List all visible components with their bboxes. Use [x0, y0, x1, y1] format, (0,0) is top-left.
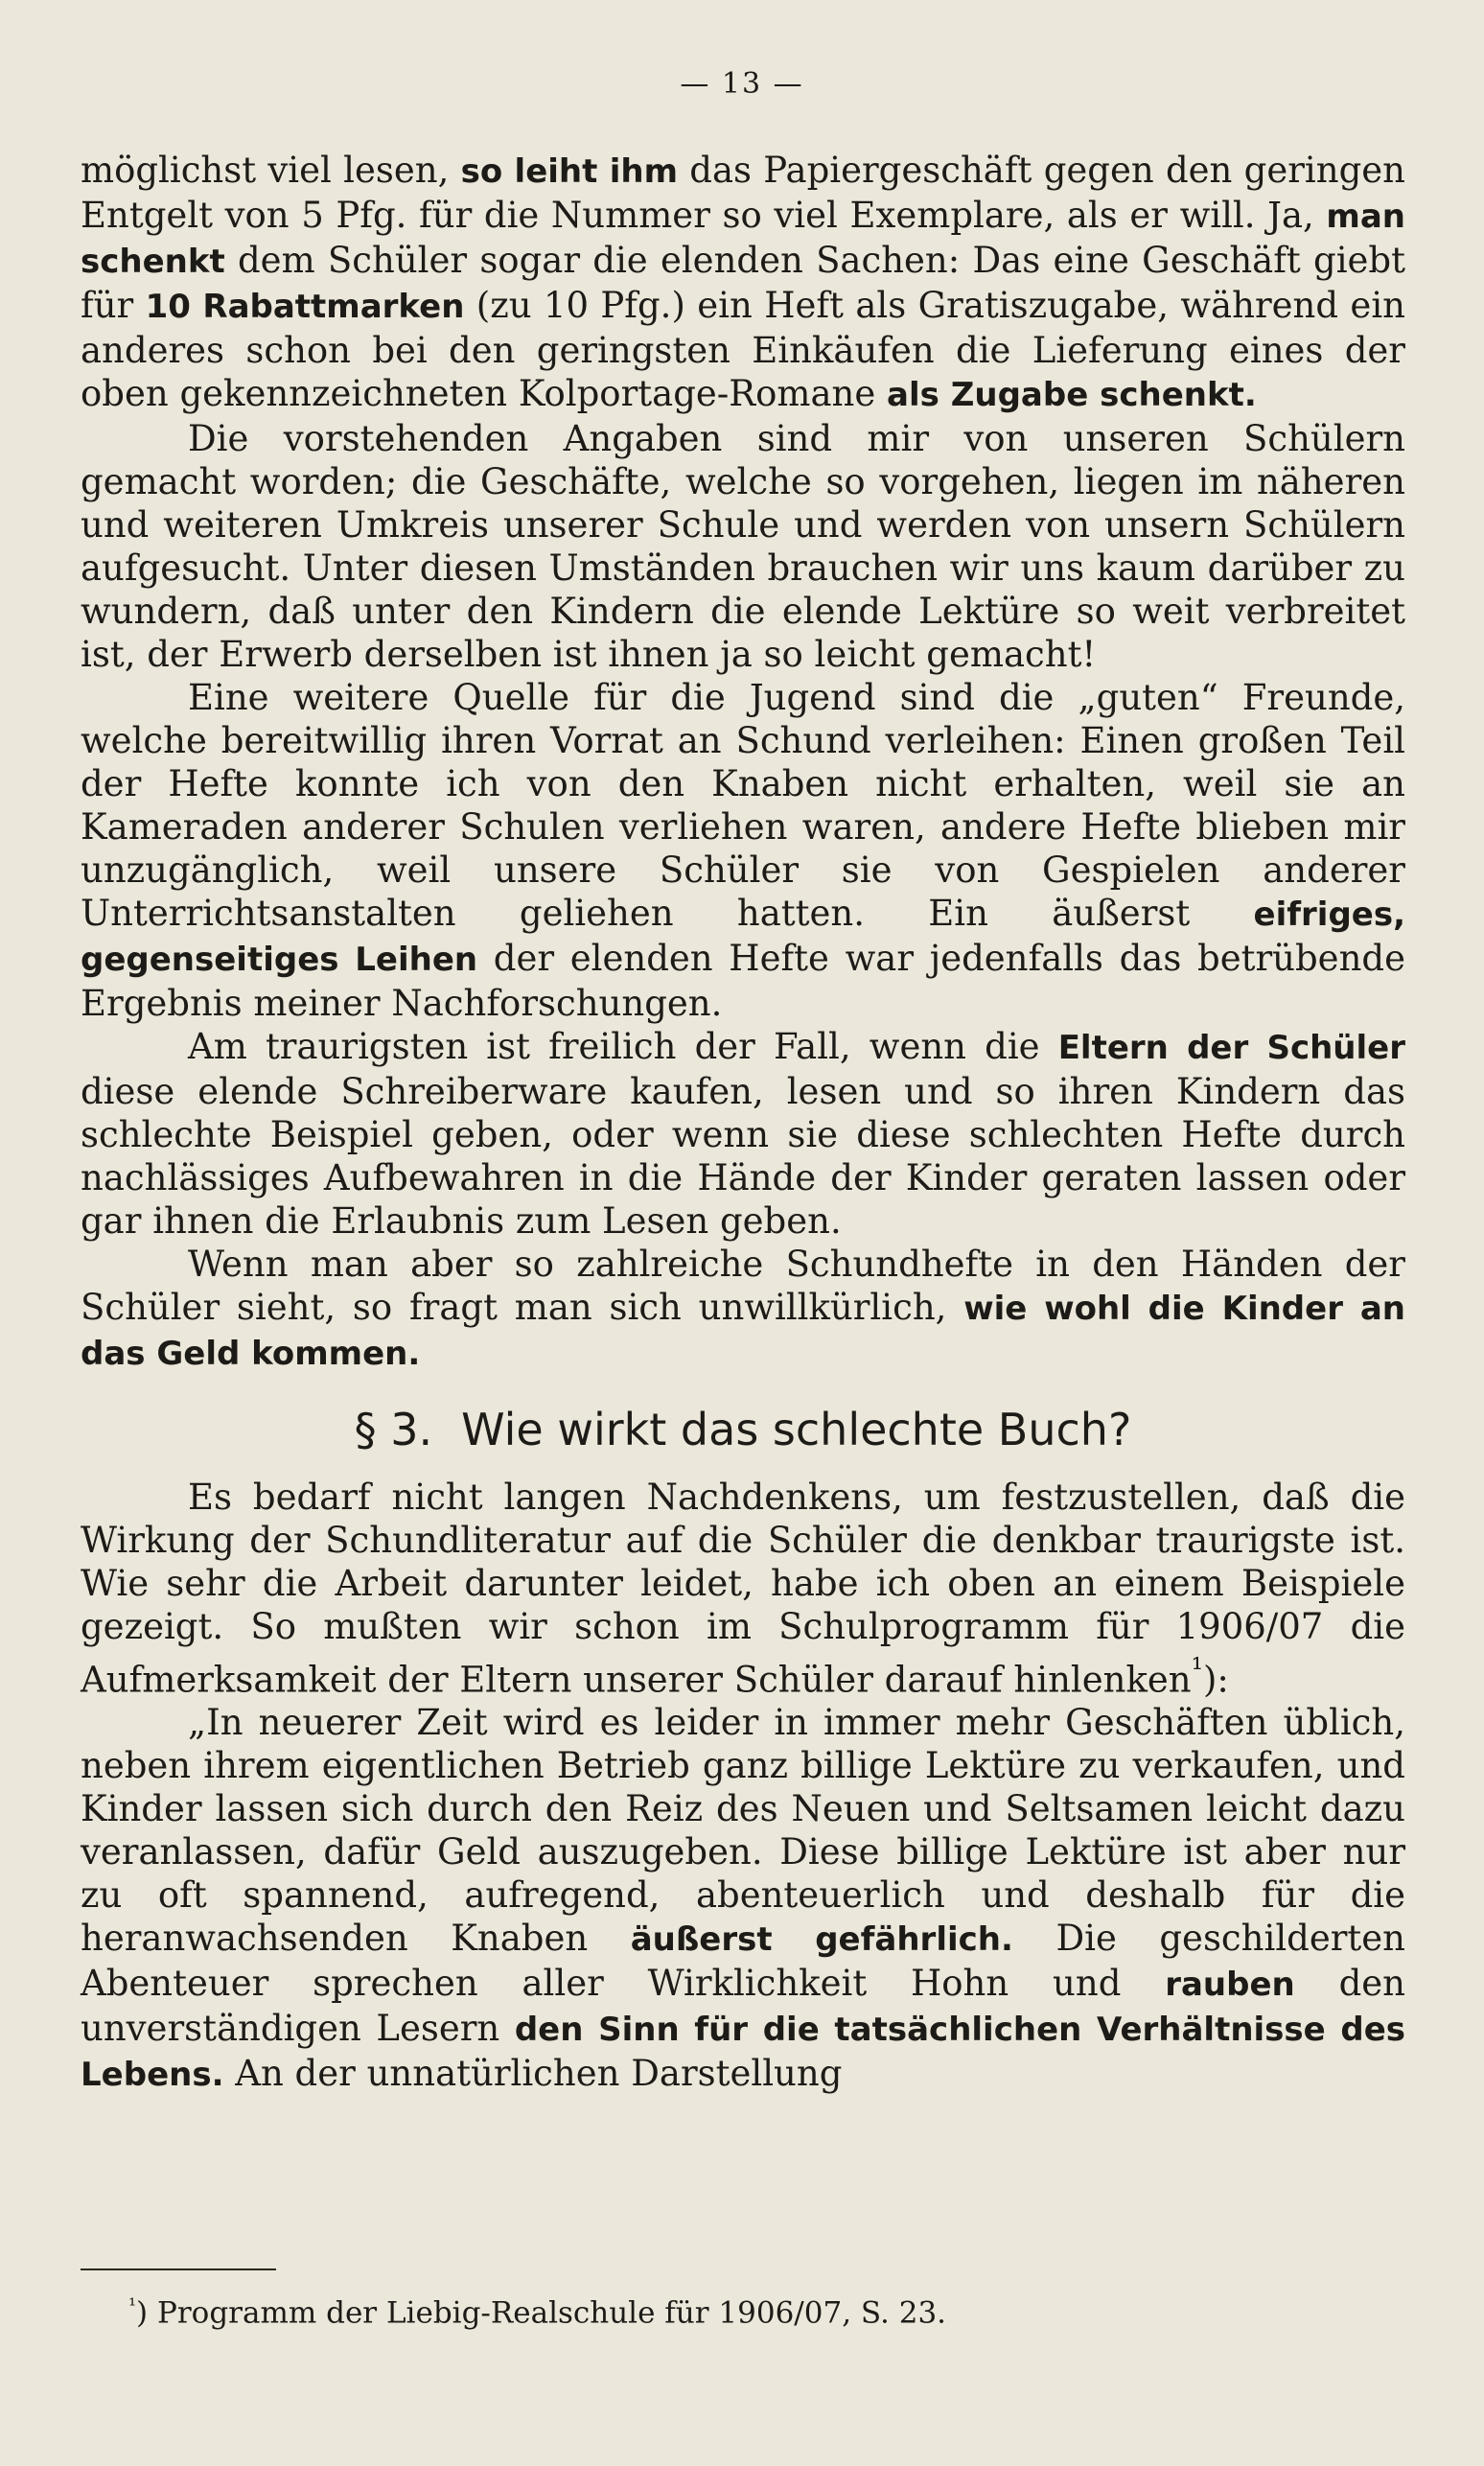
bold-text-run: wie wohl die Kinder an das Geld kommen. [81, 1290, 1405, 1373]
page-number: — 13 — [680, 67, 804, 101]
section-number: § 3. [354, 1404, 433, 1455]
text-run: Die geschilderten Abenteuer sprechen aller Wirklichkeit Hohn und [81, 1918, 1406, 2005]
paragraph [81, 1701, 1405, 2097]
paragraph [81, 1476, 1405, 1701]
bold-text-run: eifriges, gegenseitiges Leihen [81, 896, 1405, 979]
section-title: Wie wirkt das schlechte Buch? [461, 1404, 1132, 1455]
paragraph [81, 1025, 1405, 1243]
text-run: ): [1202, 1659, 1229, 1701]
footnote-marker: ¹ [128, 2293, 137, 2316]
bold-text-run: man schenkt [81, 198, 1405, 281]
bold-text-run: als Zugabe schenkt. [887, 376, 1257, 414]
text-run: „In neuerer Zeit wird es leider in immer mehr Geschäften üblich, neben ihrem eigentlichen Betrieb ganz billige Lektüre zu verkaufen, und Kinder lassen sich durch den Reiz des Neuen und Seltsamen leicht dazu veranlassen, dafür Geld auszugeben. Diese billige Lektüre ist aber nur zu oft spannend, aufregend, abenteuerlich und deshalb für die heranwachsenden Knaben [81, 1702, 1405, 1960]
text-run: diese elende Schreiberware kaufen, lesen und so ihren Kindern das schlechte Beispiel geben, oder wenn sie diese schlechten Hefte durch nachlässiges Aufbewahren in die Hände der Kinder geraten lassen oder gar ihnen die Erlaubnis zum Lesen geben. [81, 1071, 1405, 1242]
bold-text-run: den Sinn für die tatsächlichen Verhältnisse des Lebens. [81, 2011, 1405, 2095]
text-run: das Papiergeschäft gegen den geringen Entgelt von 5 Pfg. für die Nummer so viel Exemplare, als er will. Ja, [81, 150, 1405, 236]
paragraph [81, 417, 1405, 676]
footnote-text: ) Programm der Liebig-Realschule für 1906/07, S. 23. [136, 2295, 947, 2331]
text-run: (zu 10 Pfg.) ein Heft als Gratiszugabe, während ein anderes schon bei den geringsten Einkäufen die Lieferung eines der oben gekennzeichneten Kolportage-Romane [81, 285, 1405, 414]
text-run: Eine weitere Quelle für die Jugend sind die „guten“ Freunde, welche bereitwillig ihren Vorrat an Schund verleihen: Einen großen Teil der Hefte konnte ich von den Knaben nicht erhalten, weil sie an Kameraden anderer Schulen verliehen waren, andere Hefte blieben mir unzugänglich, weil unsere Schüler sie von Gespielen anderer Unterrichtsanstalten geliehen hatten. Ein äußerst [81, 677, 1405, 934]
paragraph [81, 1243, 1405, 1376]
text-run: der elenden Hefte war jedenfalls das betrübende Ergebnis meiner Nachforschungen. [81, 938, 1405, 1024]
text-run: dem Schüler sogar die elenden Sachen: Das eine Geschäft giebt für [81, 240, 1405, 326]
text-run: möglichst viel lesen, [81, 150, 461, 191]
text-run: Wenn man aber so zahlreiche Schundhefte in den Händen der Schüler sieht, so fragt man sich unwillkürlich, [81, 1244, 1405, 1328]
paragraph [81, 149, 1405, 417]
bold-text-run: Eltern der Schüler [1057, 1029, 1405, 1067]
text-run: Es bedarf nicht langen Nachdenkens, um festzustellen, daß die Wirkung der Schundliteratur auf die Schüler die denkbar traurigste ist. Wie sehr die Arbeit darunter leidet, habe ich oben an einem Beispiele gezeigt. So mußten wir schon im Schulprogramm für 1906/07 die Aufmerksamkeit der Eltern unserer Schüler darauf hinlenken [81, 1477, 1405, 1701]
paragraphs-after-heading [81, 1476, 1405, 2097]
footnote [128, 2286, 946, 2332]
text-run: Am traurigsten ist freilich der Fall, wenn die [188, 1026, 1058, 1067]
section-heading [81, 1403, 1405, 1456]
bold-text-run: 10 Rabattmarken [145, 288, 465, 326]
bold-text-run: rauben [1165, 1966, 1295, 2005]
body-text [81, 149, 1405, 2097]
text-run: den unverständigen Lesern [81, 1963, 1405, 2050]
paragraph [81, 676, 1405, 1025]
text-run: An der unnatürlichen Darstellung [223, 2053, 843, 2095]
text-run: Die vorstehenden Angaben sind mir von unseren Schülern gemacht worden; die Geschäfte, welche so vorgehen, liegen im näheren und weiteren Umkreis unserer Schule und werden von unsern Schülern aufgesucht. Unter diesen Umständen brauchen wir uns kaum darüber zu wundern, daß unter den Kindern die elende Lektüre so weit verbreitet ist, der Erwerb derselben ist ihnen ja so leicht gemacht! [81, 418, 1405, 675]
paragraphs-before-heading [81, 149, 1405, 1376]
footnote-rule [81, 2268, 276, 2270]
footnote-reference: ¹ [1191, 1652, 1203, 1687]
bold-text-run: so leiht ihm [460, 152, 679, 191]
bold-text-run: äußerst gefährlich. [630, 1920, 1013, 1960]
